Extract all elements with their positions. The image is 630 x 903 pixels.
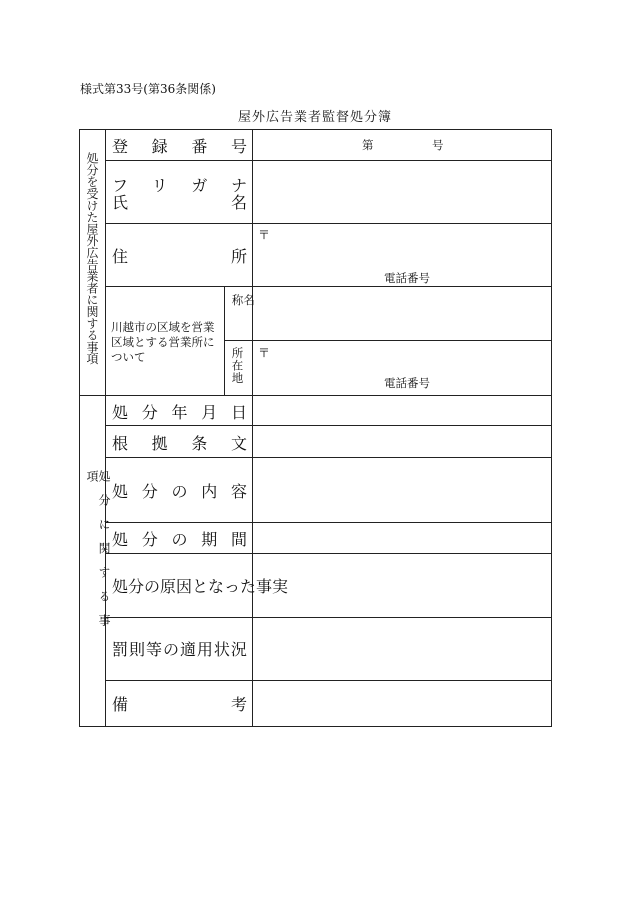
label-char: 則 [128, 639, 145, 659]
label-char: 分 [141, 402, 158, 422]
disposition-date-field[interactable] [253, 396, 551, 425]
label-char: 罰 [112, 639, 129, 659]
label-char: 適 [179, 639, 196, 659]
label-char: 用 [196, 639, 213, 659]
label-char: ガ [191, 175, 208, 195]
registration-number-label [112, 136, 247, 156]
label-char: 住 [112, 246, 129, 266]
office-location-field[interactable] [253, 341, 551, 395]
legal-basis-field[interactable] [253, 426, 551, 457]
label-char: 分 [141, 529, 158, 549]
label-char: 内 [201, 481, 218, 501]
registration-prefix: 第 [362, 138, 374, 152]
furigana-label [112, 175, 247, 195]
label-char: 月 [201, 402, 218, 422]
label-char: 番 [191, 136, 208, 156]
label-char: 分 [141, 481, 158, 501]
label-char: ナ [230, 175, 247, 195]
disposition-period-label [112, 529, 247, 549]
label-char: 処 [112, 481, 129, 501]
disposition-cause-field[interactable] [253, 554, 551, 617]
label-char: 根 [112, 433, 129, 453]
penalty-application-field[interactable] [253, 618, 551, 680]
label-char: の [162, 639, 179, 659]
label-char: 拠 [151, 433, 168, 453]
label-char: 処 [112, 402, 129, 422]
label-char: 登 [112, 136, 129, 156]
penalty-application-label [112, 639, 247, 659]
label-char: 文 [230, 433, 247, 453]
office-name-field[interactable] [253, 287, 551, 340]
address-field[interactable] [253, 224, 551, 286]
label-char: リ [151, 175, 168, 195]
postal-mark: 〒 [258, 228, 271, 242]
disposition-cause-label [112, 576, 289, 596]
office-label-line3: ついて [111, 350, 146, 364]
label-char: 号 [230, 136, 247, 156]
label-char: 処 [112, 529, 129, 549]
label-char: 録 [151, 136, 168, 156]
office-location-label: 所在地 [230, 347, 245, 385]
table-border-left [79, 129, 80, 727]
registration-number-field[interactable] [253, 130, 551, 160]
table-border-right [551, 129, 552, 727]
office-label-line2: 区域とする営業所に [111, 335, 215, 349]
label-char: 処分の原因となった事実 [112, 576, 289, 596]
label-char: 条 [191, 433, 208, 453]
table-border-bottom [79, 726, 552, 727]
label-char: 容 [230, 481, 247, 501]
office-postal-mark: 〒 [258, 346, 271, 360]
group2-label: 処分に関する事項 [85, 470, 111, 638]
disposition-content-field[interactable] [253, 458, 551, 522]
label-char: 況 [230, 639, 247, 659]
label-char: 備 [112, 694, 129, 714]
label-char: 所 [230, 246, 247, 266]
label-char: 年 [171, 402, 188, 422]
label-char: 氏 [112, 192, 129, 212]
label-char: 日 [230, 402, 247, 422]
label-char: 期 [201, 529, 218, 549]
form-number: 様式第33号(第36条関係) [80, 82, 216, 96]
label-char: 考 [230, 694, 247, 714]
label-char: の [171, 481, 188, 501]
legal-basis-label [112, 433, 247, 453]
disposition-date-label [112, 402, 247, 422]
label-char: の [171, 529, 188, 549]
label-char: 名 [230, 192, 247, 212]
remarks-field[interactable] [253, 681, 551, 726]
label-char: 等 [145, 639, 162, 659]
form-title: 屋外広告業者監督処分簿 [237, 110, 392, 125]
disposition-period-field[interactable] [253, 523, 551, 553]
phone-label: 電話番号 [384, 271, 430, 285]
office-name-label: 名称 [230, 294, 256, 316]
label-char: 状 [213, 639, 230, 659]
remarks-label [112, 694, 247, 714]
label-char: フ [112, 175, 129, 195]
label-char: 間 [230, 529, 247, 549]
group1-label: 処分を受けた屋外広告業者に関する事項 [85, 152, 99, 365]
office-label-line1: 川越市の区域を営業 [111, 320, 215, 334]
name-label [112, 192, 247, 212]
address-label [112, 246, 247, 266]
office-phone-label: 電話番号 [384, 376, 430, 390]
disposition-content-label [112, 481, 247, 501]
name-field[interactable] [253, 161, 551, 223]
registration-suffix: 号 [432, 138, 444, 152]
